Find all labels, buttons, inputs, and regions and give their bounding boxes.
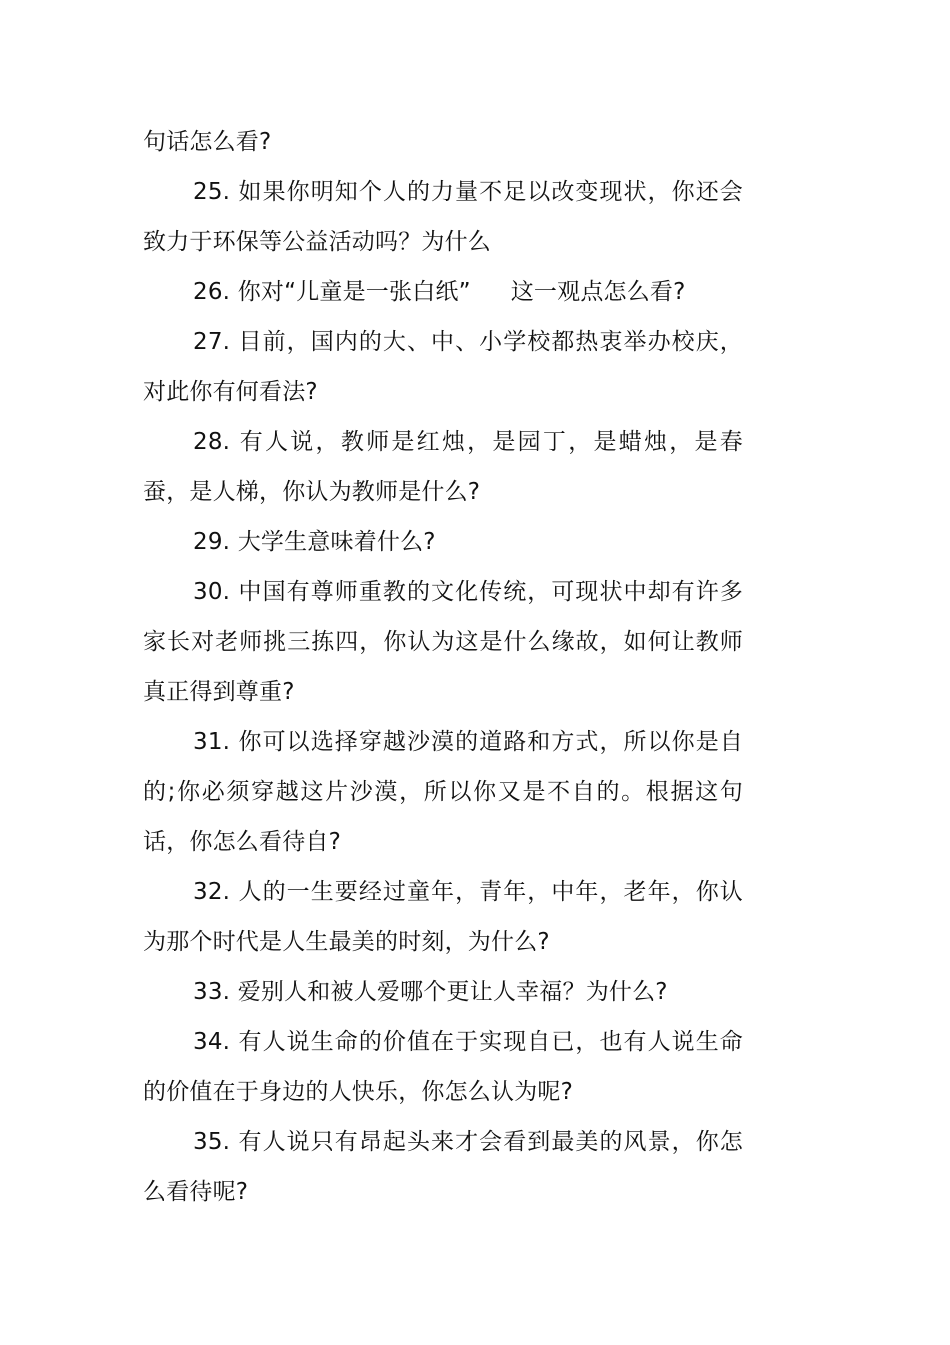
question-34: 34. 有人说生命的价值在于实现自已，也有人说生命的价值在于身边的人快乐，你怎么认为呢?	[143, 1029, 743, 1105]
question-30: 30. 中国有尊师重教的文化传统，可现状中却有许多家长对老师挑三拣四，你认为这是什么缘故，如何让教师真正得到尊重?	[143, 579, 743, 705]
question-35: 35. 有人说只有昂起头来才会看到最美的风景，你怎么看待呢?	[143, 1129, 743, 1205]
question-32: 32. 人的一生要经过童年，青年，中年，老年，你认为那个时代是人生最美的时刻，为什么?	[143, 879, 743, 955]
question-25: 25. 如果你明知个人的力量不足以改变现状，你还会致力于环保等公益活动吗？为什么	[143, 179, 743, 255]
question-28: 28. 有人说，教师是红烛，是园丁，是蜡烛，是春蚕，是人梯，你认为教师是什么?	[143, 429, 743, 505]
question-27: 27. 目前，国内的大、中、小学校都热衷举办校庆，对此你有何看法?	[143, 329, 743, 405]
paragraph-continuation: 句话怎么看?	[143, 129, 272, 155]
question-26-part-1: 26. 你对“儿童是一张白纸”	[193, 279, 471, 305]
question-26-part-2: 这一观点怎么看?	[510, 279, 686, 305]
document-body	[143, 117, 743, 1217]
question-33: 33. 爱别人和被人爱哪个更让人幸福？为什么?	[193, 979, 668, 1005]
question-26	[143, 267, 743, 317]
question-29: 29. 大学生意味着什么?	[193, 529, 436, 555]
question-31: 31. 你可以选择穿越沙漠的道路和方式，所以你是自的;你必须穿越这片沙漠，所以你又是不自的。根据这句话，你怎么看待自?	[143, 729, 743, 855]
